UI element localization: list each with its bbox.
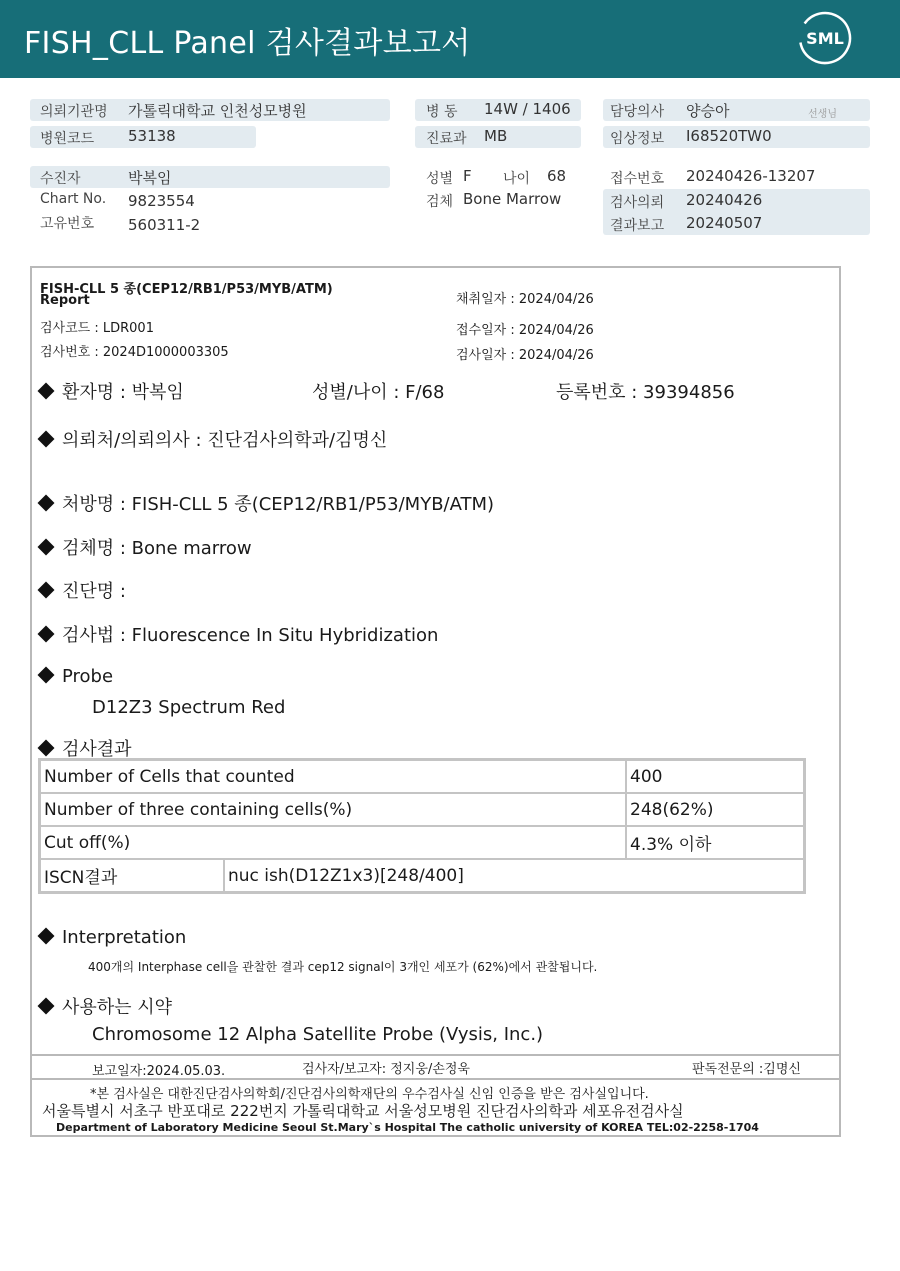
bullet-icon <box>38 539 55 556</box>
table-cell-value: 400 <box>626 760 805 794</box>
specialist: 판독전문의 :김명신 <box>692 1062 801 1077</box>
patient-line: 환자명 : 박복임 <box>40 378 184 404</box>
receive-date: 접수일자 : 2024/04/26 <box>456 323 594 338</box>
specimen-line: 검체명 : Bone marrow <box>40 534 252 560</box>
bullet-icon <box>38 626 55 643</box>
dept-value: MB <box>484 127 508 145</box>
diagnosis-line: 진단명 : <box>40 577 126 603</box>
age-label: 나이 <box>503 171 531 187</box>
ward-label: 병 동 <box>426 104 458 120</box>
chart-label: Chart No. <box>40 191 107 207</box>
logo-text: SML <box>806 29 844 48</box>
receipt-value: 20240426-13207 <box>686 167 816 185</box>
interpretation-text: 400개의 Interphase cell을 관찰한 결과 cep12 signal이 3개인 세포가 (62%)에서 관찰됩니다. <box>88 960 598 974</box>
table-row <box>40 859 805 893</box>
doctor-suffix: 선생님 <box>808 109 837 120</box>
clinical-label: 임상정보 <box>610 131 665 147</box>
footer-certification: *본 검사실은 대한진단검사의학회/진단검사의학재단의 우수검사실 신임 인증을 받은 검사실입니다. <box>90 1087 649 1102</box>
reagent-text: Chromosome 12 Alpha Satellite Probe (Vysis, Inc.) <box>92 1024 544 1045</box>
unique-label: 고유번호 <box>40 216 95 232</box>
bullet-icon <box>38 928 55 945</box>
ward-value: 14W / 1406 <box>484 100 571 118</box>
bullet-icon <box>38 495 55 512</box>
header-bar <box>0 0 900 78</box>
iscn-value: nuc ish(D12Z1x3)[248/400] <box>224 859 805 893</box>
collect-date: 채취일자 : 2024/04/26 <box>456 292 594 307</box>
table-row <box>40 826 805 859</box>
footer-address: 서울특별시 서초구 반포대로 222번지 가톨릭대학교 서울성모병원 진단검사의학과 세포유전검사실 <box>42 1102 684 1120</box>
dept-label: 진료과 <box>426 131 467 147</box>
reagent-title: 사용하는 시약 <box>40 993 172 1019</box>
probe-value: D12Z3 Spectrum Red <box>92 697 286 718</box>
result-title: 검사결과 <box>40 735 132 761</box>
institution-label: 의뢰기관명 <box>40 104 108 120</box>
clinical-value: I68520TW0 <box>686 127 772 145</box>
bullet-icon <box>38 383 55 400</box>
divider <box>32 1078 839 1080</box>
table-row <box>40 760 805 794</box>
interpretation-title: Interpretation <box>40 927 186 948</box>
hospital-code-value: 53138 <box>128 127 176 145</box>
report-date: 보고일자:2024.05.03. <box>92 1064 226 1079</box>
sml-logo <box>797 10 853 66</box>
unique-value: 560311-2 <box>128 216 201 234</box>
sex-label: 성별 <box>426 171 454 187</box>
institution-value: 가톨릭대학교 인천성모병원 <box>128 102 307 120</box>
probe-title: Probe <box>40 666 113 687</box>
divider <box>32 1054 839 1056</box>
doctor-label: 담당의사 <box>610 104 665 120</box>
bullet-icon <box>38 431 55 448</box>
referrer-line: 의뢰처/의뢰의사 : 진단검사의학과/김명신 <box>40 426 387 452</box>
bullet-icon <box>38 998 55 1015</box>
table-cell-label: Number of Cells that counted <box>40 760 627 794</box>
patient-value: 박복임 <box>128 169 172 187</box>
method-line: 검사법 : Fluorescence In Situ Hybridization <box>40 621 438 647</box>
prescription-line: 처방명 : FISH-CLL 5 종(CEP12/RB1/P53/MYB/ATM) <box>40 490 494 516</box>
chart-value: 9823554 <box>128 192 195 210</box>
result-table <box>38 758 806 894</box>
age-value: 68 <box>547 167 567 185</box>
receipt-label: 접수번호 <box>610 171 665 187</box>
regno-line: 등록번호 : 39394856 <box>556 382 735 403</box>
examiner: 검사자/보고자: 정지웅/손정욱 <box>302 1062 470 1077</box>
report-subtitle: Report <box>40 293 90 308</box>
test-code: 검사코드 : LDR001 <box>40 321 154 336</box>
fish-report <box>30 266 841 1137</box>
test-number: 검사번호 : 2024D1000003305 <box>40 345 229 360</box>
table-cell-value: 4.3% 이하 <box>626 826 805 859</box>
footer-department: Department of Laboratory Medicine Seoul St.Mary`s Hospital The catholic university of KOREA TEL:02-2258-1704 <box>56 1121 759 1134</box>
table-cell-label: Cut off(%) <box>40 826 627 859</box>
table-cell-label: Number of three containing cells(%) <box>40 793 627 826</box>
bullet-icon <box>38 740 55 757</box>
specimen-value: Bone Marrow <box>463 190 562 208</box>
specimen-label: 검체 <box>426 194 454 210</box>
bullet-icon <box>38 667 55 684</box>
table-cell-value: 248(62%) <box>626 793 805 826</box>
exam-date: 검사일자 : 2024/04/26 <box>456 348 594 363</box>
patient-bar <box>30 166 390 188</box>
result-label: 결과보고 <box>610 218 665 234</box>
sexage-line: 성별/나이 : F/68 <box>312 382 445 403</box>
request-value: 20240426 <box>686 191 763 209</box>
table-row <box>40 793 805 826</box>
iscn-label: ISCN결과 <box>40 859 225 893</box>
bullet-icon <box>38 582 55 599</box>
request-label: 검사의뢰 <box>610 195 665 211</box>
doctor-value: 양승아 <box>686 102 730 120</box>
page-title: FISH_CLL Panel 검사결과보고서 <box>24 26 471 61</box>
patient-label: 수진자 <box>40 171 81 187</box>
sex-value: F <box>463 167 472 185</box>
report-title: FISH-CLL 5 종(CEP12/RB1/P53/MYB/ATM) <box>40 282 333 297</box>
result-value: 20240507 <box>686 214 763 232</box>
hospital-code-label: 병원코드 <box>40 131 95 147</box>
